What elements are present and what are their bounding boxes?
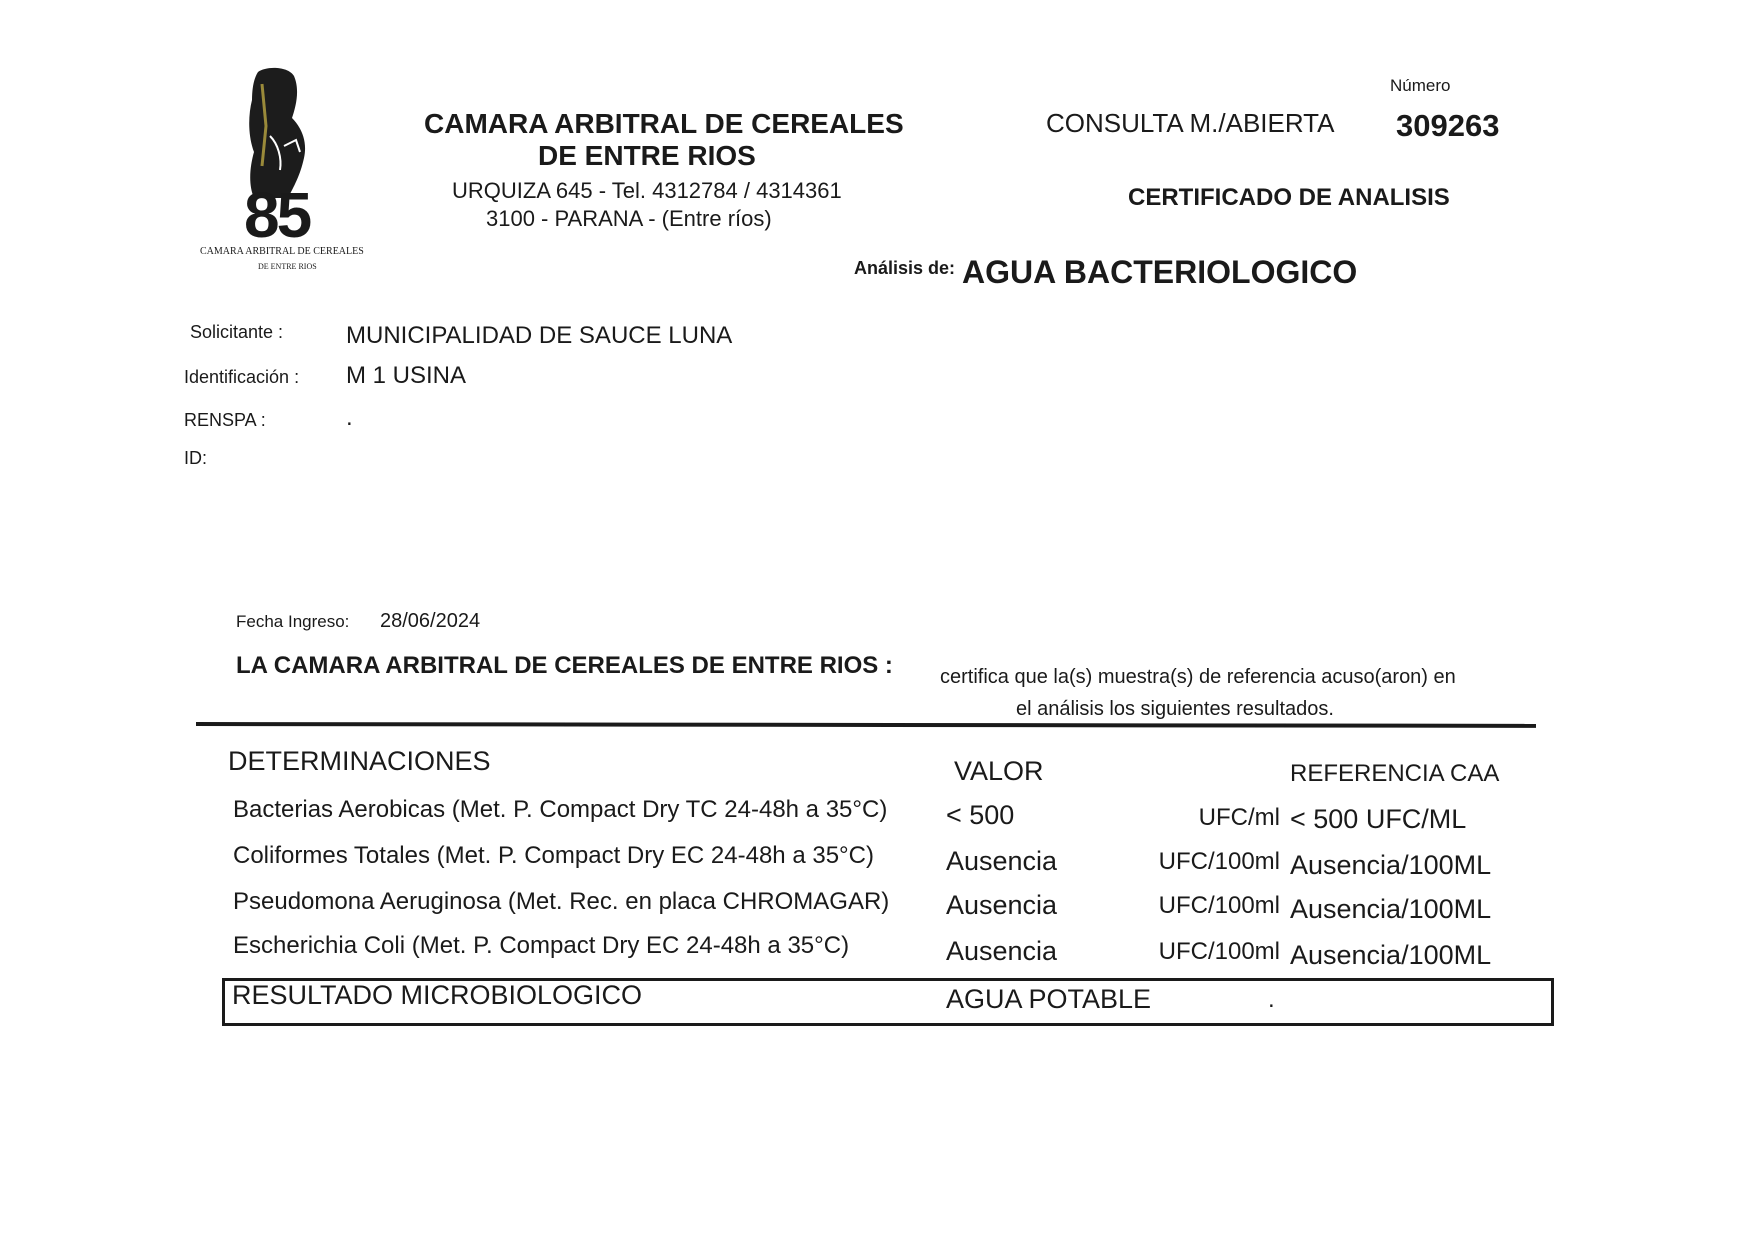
result-row-unit: UFC/100ml	[1158, 938, 1280, 965]
result-label: RESULTADO MICROBIOLOGICO	[232, 980, 643, 1010]
header-valor: VALOR	[954, 756, 1044, 786]
result-row-reference: Ausencia/100ML	[1290, 850, 1492, 880]
result-row-reference: Ausencia/100ML	[1290, 894, 1492, 924]
result-value: AGUA POTABLE	[946, 984, 1152, 1014]
fecha-ingreso-label: Fecha Ingreso:	[236, 612, 350, 631]
identificacion-value: M 1 USINA	[346, 362, 467, 389]
result-row-name: Pseudomona Aeruginosa (Met. Rec. en placa CHROMAGAR)	[233, 888, 890, 915]
result-row-unit: UFC/100ml	[1158, 848, 1280, 875]
address-line2: 3100 - PARANA - (Entre ríos)	[486, 206, 772, 231]
result-row-unit: UFC/ml	[1198, 804, 1280, 831]
header-determinaciones: DETERMINACIONES	[228, 746, 491, 776]
result-row-value: Ausencia	[946, 890, 1058, 920]
solicitante-value: MUNICIPALIDAD DE SAUCE LUNA	[346, 322, 733, 349]
certifying-body: LA CAMARA ARBITRAL DE CEREALES DE ENTRE RIOS :	[236, 652, 893, 679]
fecha-ingreso-value: 28/06/2024	[380, 610, 481, 632]
logo-subtitle: CAMARA ARBITRAL DE CEREALES	[200, 246, 364, 257]
org-name-line2: DE ENTRE RIOS	[538, 140, 756, 171]
organization-logo	[196, 66, 376, 286]
result-row-value: Ausencia	[946, 846, 1058, 876]
solicitante-label: Solicitante :	[190, 322, 284, 342]
divider-rule	[196, 722, 1536, 728]
address-line1: URQUIZA 645 - Tel. 4312784 / 4314361	[452, 178, 842, 203]
renspa-label: RENSPA :	[184, 410, 266, 430]
result-row-value: Ausencia	[946, 936, 1058, 966]
result-row-name: Coliformes Totales (Met. P. Compact Dry EC 24-48h a 35°C)	[233, 842, 874, 869]
logo-number: 85	[244, 179, 310, 251]
numero-label: Número	[1390, 76, 1451, 95]
result-row-name: Bacterias Aerobicas (Met. P. Compact Dry TC 24-48h a 35°C)	[233, 796, 888, 823]
result-row-unit: UFC/100ml	[1158, 892, 1280, 919]
identificacion-label: Identificación :	[184, 367, 300, 387]
statement-line2: el análisis los siguientes resultados.	[1016, 698, 1334, 720]
result-row-reference: < 500 UFC/ML	[1290, 804, 1467, 834]
analysis-type: AGUA BACTERIOLOGICO	[962, 254, 1358, 290]
document-title: CERTIFICADO DE ANALISIS	[1128, 184, 1450, 211]
result-row-value: < 500	[946, 800, 1015, 830]
logo-subtitle-2: DE ENTRE RIOS	[258, 262, 317, 271]
org-name-line1: CAMARA ARBITRAL DE CEREALES	[424, 108, 904, 139]
result-row-reference: Ausencia/100ML	[1290, 940, 1492, 970]
result-mark: .	[1268, 986, 1275, 1013]
result-row-name: Escherichia Coli (Met. P. Compact Dry EC 24-48h a 35°C)	[233, 932, 850, 959]
consulta-type: CONSULTA M./ABIERTA	[1046, 108, 1335, 138]
statement-line1: certifica que la(s) muestra(s) de referencia acuso(aron) en	[940, 666, 1456, 688]
id-label: ID:	[184, 448, 208, 468]
certificate-number: 309263	[1396, 108, 1500, 143]
renspa-value: .	[346, 404, 353, 431]
analysis-label: Análisis de:	[854, 258, 956, 278]
header-referencia: REFERENCIA CAA	[1290, 760, 1500, 787]
